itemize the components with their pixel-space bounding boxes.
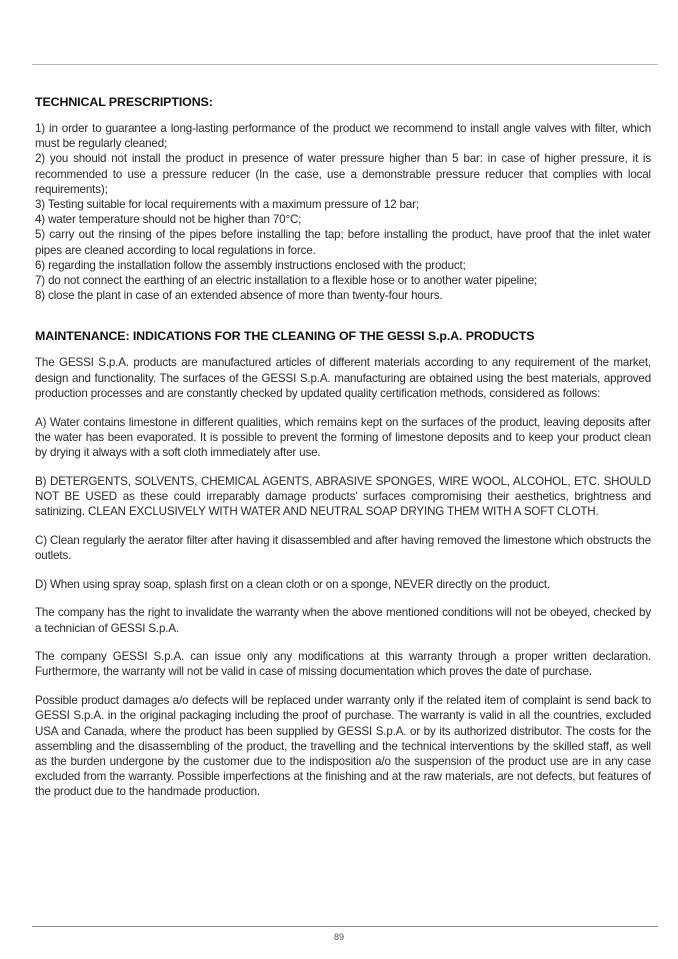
list-item: 6) regarding the installation follow the assembly instructions enclosed with the product; [35,258,466,272]
list-item: 4) water temperature should not be higher than 70°C; [35,213,302,227]
technical-prescriptions-list [35,121,651,303]
list-item: 1) in order to guarantee a long-lasting performance of the product we recommend to install angle valves with filter, which must be regularly cleaned; [35,122,651,151]
list-item: 5) carry out the rinsing of the pipes before installing the tap; before installing the product, have proof that the inlet water pipes are cleaned according to local regulations in force. [35,228,651,257]
list-item: 3) Testing suitable for local requirements with a maximum pressure of 12 bar; [35,198,419,212]
header-divider [32,64,658,65]
section-heading-technical-prescriptions: TECHNICAL PRESCRIPTIONS: [35,95,213,109]
section-heading-maintenance: MAINTENANCE: INDICATIONS FOR THE CLEANING OF THE GESSI S.p.A. PRODUCTS [35,329,535,344]
page-content [35,95,651,813]
paragraph-warranty-terms: Possible product damages a/o defects will be replaced under warranty only if the related item of complaint is send back to GESSI S.p.A. in the original packaging including the proof of purchase. The warranty is valid in all the countries, excluded USA and Canada, where the product has been supplied by GESSI S.p.A. or by its authorized distributor. The costs for the assembling and the disassembling of the product, the travelling and the technical interventions by the skilled staff, as well as the burden undergone by the customer due to the indisposition a/o the suspension of the product use are in any case excluded from the warranty. Possible imperfections at the finishing and at the raw materials, are not defects, but features of the product due to the handmade production. [35,694,651,799]
paragraph-limestone: A) Water contains limestone in different qualities, which remains kept on the surfaces of the product, leaving deposits after the water has been evaporated. It is possible to prevent the forming of limestone deposits and to keep your product clean by drying it always with a soft cloth immediately after use. [35,415,651,459]
paragraph-warranty-modifications: The company GESSI S.p.A. can issue only any modifications at this warranty through a proper written declaration. Furthermore, the warranty will not be valid in case of missing documentation which proves the date of purchase. [35,650,651,679]
paragraph-intro: The GESSI S.p.A. products are manufactured articles of different materials according to any requirement of the market, design and functionality. The surfaces of the GESSI S.p.A. manufacturing are obtained using the best materials, approved production processes and are constantly checked by updated quality certification methods, considered as follows: [35,356,651,400]
paragraph-spray-soap: D) When using spray soap, splash first on a clean cloth or on a sponge, NEVER directly on the product. [35,577,551,591]
list-item: 7) do not connect the earthing of an electric installation to a flexible hose or to another water pipeline; [35,274,538,288]
paragraph-warranty-invalidation: The company has the right to invalidate the warranty when the above mentioned conditions will not be obeyed, checked by a technician of GESSI S.p.A. [35,606,651,635]
list-item: 8) close the plant in case of an extended absence of more than twenty-four hours. [35,289,443,303]
footer-divider [32,926,658,927]
paragraph-detergents-warning: B) DETERGENTS, SOLVENTS, CHEMICAL AGENTS, ABRASIVE SPONGES, WIRE WOOL, ALCOHOL, ETC. SHOULD NOT BE USED as these could irreparably damage products’ surfaces compromising their aesthetics, brightness and satinizing. CLEAN EXCLUSIVELY WITH WATER AND NEUTRAL SOAP DRYING THEM WITH A SOFT CLOTH. [35,474,651,519]
page-number: 89 [333,932,344,942]
list-item: 2) you should not install the product in presence of water pressure higher than 5 bar: in case of higher pressure, it is recommended to use a pressure reducer (In the case, use a demonstrable pressure reducer that complies with local requirements); [35,152,651,196]
paragraph-aerator: C) Clean regularly the aerator filter after having it disassembled and after having removed the limestone which obstructs the outlets. [35,533,651,562]
